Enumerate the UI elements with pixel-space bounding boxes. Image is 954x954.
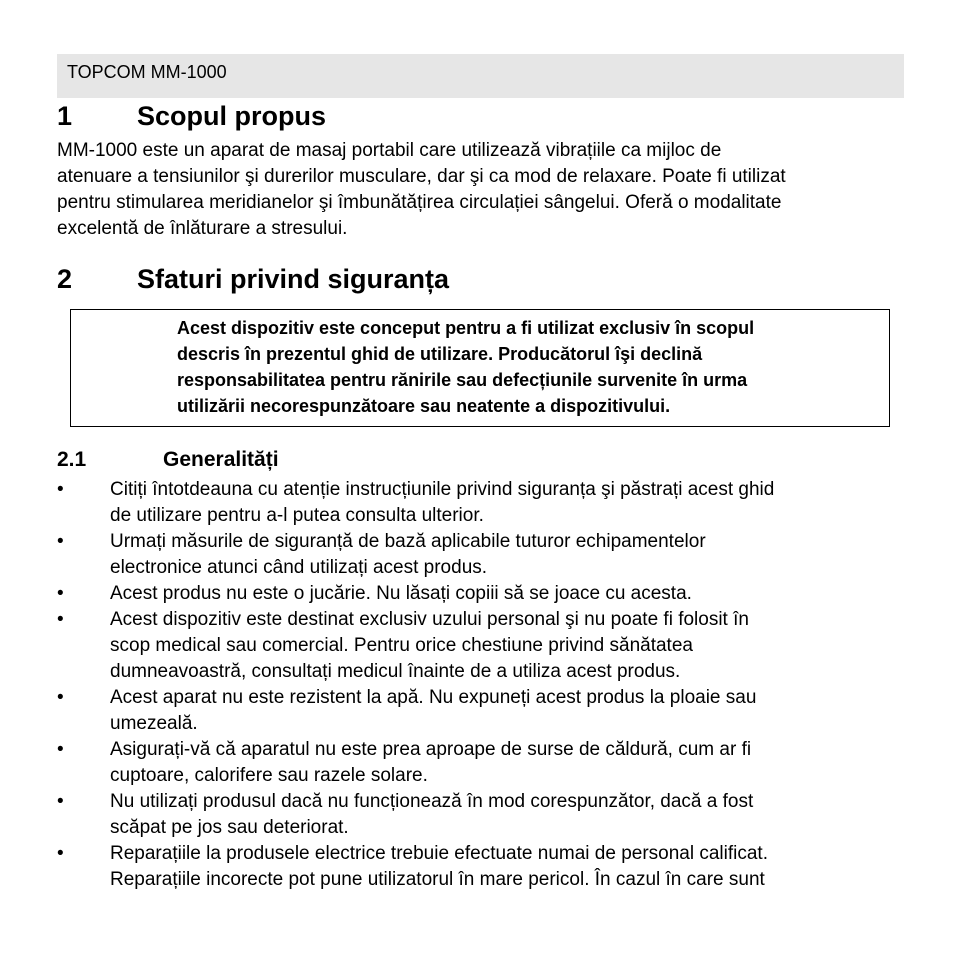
bullet-icon: •	[57, 479, 64, 500]
bullet-text	[110, 737, 907, 789]
bullet-line: Acest dispozitiv este destinat exclusiv uzului personal şi nu poate fi folosit în	[110, 609, 749, 630]
paragraph-line: atenuare a tensiunilor şi durerilor musculare, dar şi ca mod de relaxare. Poate fi utilizat	[57, 166, 786, 187]
bullet-line: Acest produs nu este o jucărie. Nu lăsați copiii să se joace cu acesta.	[110, 583, 692, 604]
section-2-1-number: 2.1	[57, 448, 87, 471]
section-2-title: Sfaturi privind siguranța	[137, 264, 450, 294]
list-item	[57, 841, 907, 893]
section-1-title: Scopul propus	[137, 101, 326, 131]
bullet-icon: •	[57, 583, 64, 604]
bullet-line: Citiți întotdeauna cu atenție instrucțiunile privind siguranța şi păstrați acest ghid	[110, 479, 775, 500]
paragraph-line: excelentă de înlăturare a stresului.	[57, 218, 348, 239]
list-item	[57, 477, 907, 529]
bullet-line: Acest aparat nu este rezistent la apă. Nu expuneți acest produs la ploaie sau	[110, 687, 757, 708]
bullet-line: Urmați măsurile de siguranță de bază aplicabile tuturor echipamentelor	[110, 531, 706, 552]
bullet-line: Reparațiile la produsele electrice trebuie efectuate numai de personal calificat.	[110, 843, 768, 864]
warning-box	[70, 309, 890, 427]
warning-line: descris în prezentul ghid de utilizare. Producătorul îşi declină	[177, 344, 703, 364]
bullet-line: de utilizare pentru a-l putea consulta ulterior.	[110, 505, 484, 526]
list-item	[57, 581, 907, 607]
bullet-icon: •	[57, 843, 64, 864]
list-item	[57, 685, 907, 737]
warning-line: responsabilitatea pentru rănirile sau defecțiunile survenite în urma	[177, 370, 748, 390]
list-item	[57, 737, 907, 789]
list-item	[57, 789, 907, 841]
warning-line: utilizării necorespunzătoare sau neatente a dispozitivului.	[177, 396, 671, 416]
bullet-icon: •	[57, 687, 64, 708]
bullet-line: cuptoare, calorifere sau razele solare.	[110, 765, 428, 786]
list-item	[57, 607, 907, 685]
bullet-line: umezeală.	[110, 713, 198, 734]
bullet-icon: •	[57, 791, 64, 812]
bullet-text	[110, 607, 907, 685]
page-header	[57, 54, 904, 98]
bullet-text	[110, 581, 907, 607]
warning-line: Acest dispozitiv este conceput pentru a fi utilizat exclusiv în scopul	[177, 318, 755, 338]
bullet-text	[110, 841, 907, 893]
bullet-icon: •	[57, 739, 64, 760]
list-item	[57, 529, 907, 581]
bullet-text	[110, 685, 907, 737]
bullet-line: scăpat pe jos sau deteriorat.	[110, 817, 349, 838]
paragraph-line: MM-1000 este un aparat de masaj portabil care utilizează vibrațiile ca mijloc de	[57, 140, 722, 161]
paragraph-line: pentru stimularea meridianelor şi îmbunătățirea circulației sângelui. Oferă o modalitate	[57, 192, 782, 213]
bullet-icon: •	[57, 609, 64, 630]
bullet-line: electronice atunci când utilizați acest produs.	[110, 557, 488, 578]
header-title: TOPCOM MM-1000	[67, 62, 227, 82]
warning-text	[177, 315, 754, 419]
bullet-text	[110, 789, 907, 841]
bullet-line: Nu utilizați produsul dacă nu funcționează în mod corespunzător, dacă a fost	[110, 791, 754, 812]
bullet-text	[110, 529, 907, 581]
bullet-line: Reparațiile incorecte pot pune utilizatorul în mare pericol. În cazul în care sunt	[110, 869, 765, 890]
bullet-line: dumneavoastră, consultați medicul înainte de a utiliza acest produs.	[110, 661, 681, 682]
section-2-number: 2	[57, 264, 73, 294]
bullet-icon: •	[57, 531, 64, 552]
section-1-number: 1	[57, 101, 73, 131]
safety-bullet-list	[57, 477, 907, 893]
bullet-line: scop medical sau comercial. Pentru orice chestiune privind sănătatea	[110, 635, 693, 656]
bullet-text	[110, 477, 907, 529]
section-1-paragraph	[57, 138, 907, 242]
section-2-1-title: Generalități	[163, 448, 279, 471]
bullet-line: Asigurați-vă că aparatul nu este prea aproape de surse de căldură, cum ar fi	[110, 739, 752, 760]
